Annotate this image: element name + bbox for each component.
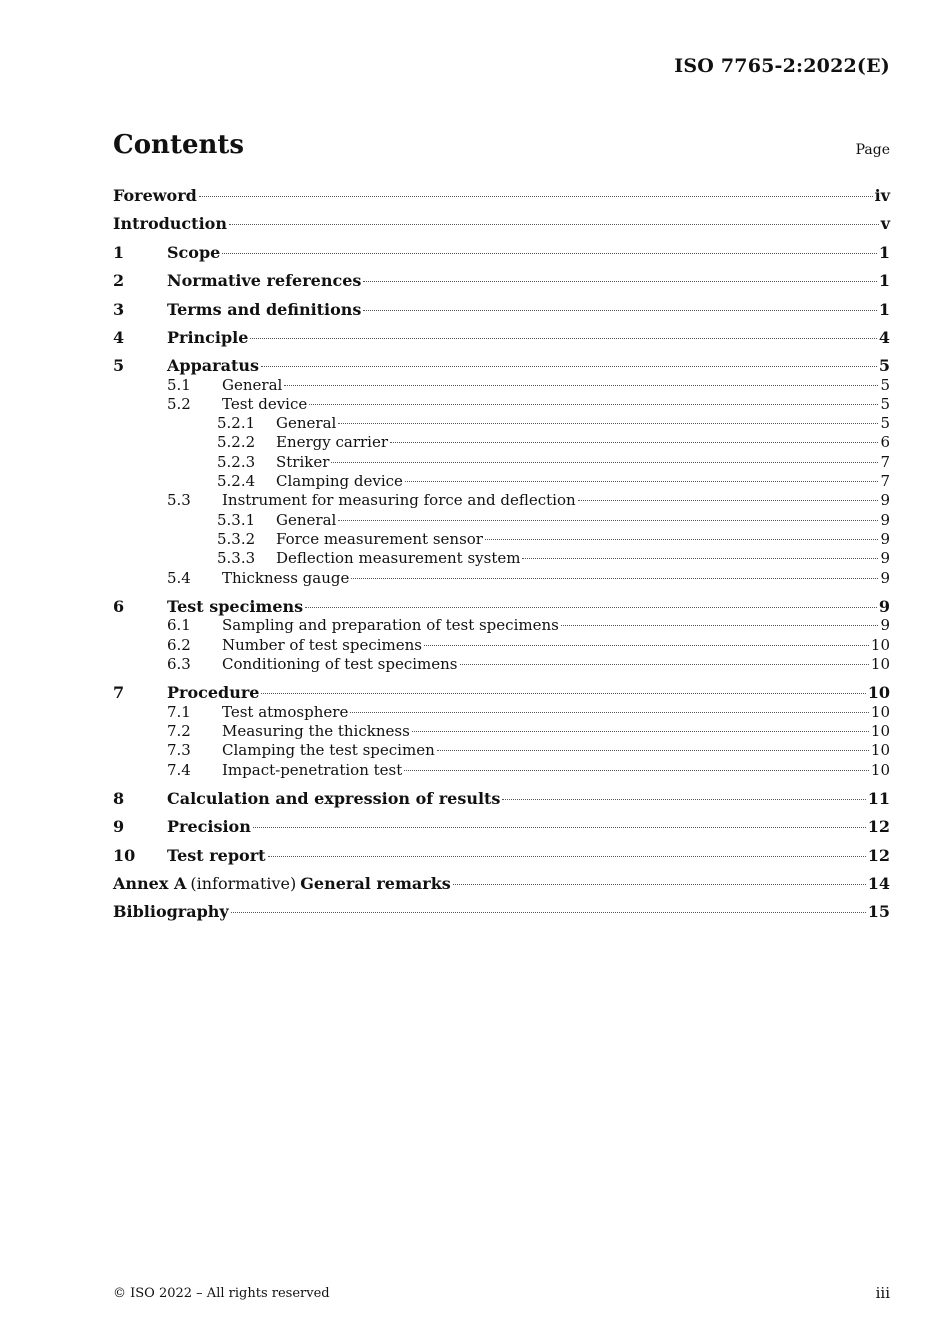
toc-entry-number: 7.2: [167, 722, 191, 740]
toc-entry-number: 1: [113, 243, 125, 262]
toc-entry-page: 6: [880, 433, 890, 451]
toc-entry-page: 7: [880, 453, 890, 471]
toc-entry-title: General: [276, 511, 337, 529]
toc-entry[interactable]: [113, 530, 890, 550]
dot-leader: [231, 911, 866, 913]
toc-entry-title: General: [276, 414, 337, 432]
toc-entry-number: 5.3.1: [217, 511, 256, 529]
toc-entry-title: Bibliography: [113, 902, 229, 921]
toc-entry-page: 10: [870, 761, 890, 779]
toc-entry-page: 7: [880, 472, 890, 490]
toc-entry[interactable]: [113, 186, 890, 206]
toc-entry-page: iv: [874, 186, 890, 205]
toc-entry-page: 9: [880, 549, 890, 567]
toc-entry-title: General: [222, 376, 283, 394]
toc-entry-page: 5: [880, 376, 890, 394]
toc-entry-page: 10: [870, 703, 890, 721]
toc-entry[interactable]: [113, 214, 890, 234]
dot-leader: [309, 403, 878, 405]
toc-entry-number: 7.4: [167, 761, 191, 779]
toc-entry-page: 1: [878, 300, 890, 319]
toc-entry[interactable]: [113, 636, 890, 656]
toc-entry[interactable]: [113, 271, 890, 291]
toc-entry[interactable]: [113, 683, 890, 703]
dot-leader: [261, 365, 877, 367]
toc-entry-title: Introduction: [113, 214, 227, 233]
toc-entry-number: 5.2.3: [217, 453, 256, 471]
toc-entry[interactable]: [113, 453, 890, 473]
toc-entry[interactable]: [113, 395, 890, 415]
toc-entry-title: Test specimens: [167, 597, 304, 616]
dot-leader: [338, 519, 878, 521]
dot-leader: [412, 730, 869, 732]
toc-entry-title: Deflection measurement system: [276, 549, 521, 567]
dot-leader: [331, 461, 878, 463]
toc-entry-page: 12: [867, 846, 890, 865]
toc-entry-title: Force measurement sensor: [276, 530, 483, 548]
toc-entry-number: 6: [113, 597, 125, 616]
dot-leader: [363, 309, 876, 311]
dot-leader: [363, 280, 876, 282]
toc-entry-number: 2: [113, 271, 125, 290]
toc-entry[interactable]: [113, 616, 890, 636]
toc-entry-number: 9: [113, 817, 125, 836]
toc-entry-number: 6.3: [167, 655, 191, 673]
toc-entry-page: 14: [867, 874, 890, 893]
toc-entry-title: Number of test specimens: [222, 636, 423, 654]
toc-entry[interactable]: [113, 761, 890, 781]
toc-entry-number: 5.3.2: [217, 530, 256, 548]
dot-leader: [437, 749, 869, 751]
toc-entry[interactable]: [113, 472, 890, 492]
toc-entry-title: General remarks: [300, 874, 451, 893]
toc-entry-number: 5.1: [167, 376, 191, 394]
toc-entry[interactable]: [113, 356, 890, 376]
toc-entry-title: Measuring the thickness: [222, 722, 410, 740]
toc-entry-page: 11: [867, 789, 890, 808]
toc-entry[interactable]: [113, 789, 890, 809]
toc-entry-annex-note: (informative): [190, 874, 297, 893]
toc-entry-page: 10: [870, 722, 890, 740]
toc-entry[interactable]: [113, 741, 890, 761]
toc-entry-number: 5.3.3: [217, 549, 256, 567]
dot-leader: [350, 711, 869, 713]
dot-leader: [424, 644, 869, 646]
toc-entry-title: Conditioning of test specimens: [222, 655, 458, 673]
toc-entry-page: 4: [878, 328, 890, 347]
dot-leader: [229, 223, 879, 225]
dot-leader: [502, 798, 865, 800]
dot-leader: [460, 663, 869, 665]
toc-entry-page: 10: [870, 636, 890, 654]
dot-leader: [453, 883, 866, 885]
footer-copyright: © ISO 2022 – All rights reserved: [113, 1286, 330, 1301]
toc-entry-title: Clamping device: [276, 472, 403, 490]
toc-entry[interactable]: [113, 722, 890, 742]
toc-entry[interactable]: [113, 549, 890, 569]
dot-leader: [485, 538, 878, 540]
toc-entry[interactable]: [113, 569, 890, 589]
toc-entry-number: 4: [113, 328, 125, 347]
toc-entry-number: 3: [113, 300, 125, 319]
toc-entry-page: 9: [878, 597, 890, 616]
toc-entry-page: 10: [870, 741, 890, 759]
toc-entry-page: 9: [880, 616, 890, 634]
toc-entry-title: Test atmosphere: [222, 703, 349, 721]
toc-entry-title: Sampling and preparation of test specimens: [222, 616, 559, 634]
toc-entry-page: 1: [878, 271, 890, 290]
toc-entry-page: 10: [870, 655, 890, 673]
toc-entry-number: 7: [113, 683, 125, 702]
toc-entry[interactable]: [113, 300, 890, 320]
toc-entry-number: 10: [113, 846, 136, 865]
dot-leader: [561, 624, 879, 626]
toc-entry-title: Scope: [167, 243, 221, 262]
toc-entry[interactable]: [113, 376, 890, 396]
toc-entry-page: 5: [880, 395, 890, 413]
dot-leader: [250, 337, 876, 339]
footer-page-number: iii: [875, 1284, 890, 1302]
toc-entry-number: 5.4: [167, 569, 191, 587]
toc-entry-title: Foreword: [113, 186, 197, 205]
dot-leader: [338, 422, 878, 424]
dot-leader: [222, 252, 877, 254]
toc-entry-page: 9: [880, 569, 890, 587]
toc-entry-annex-label: Annex A: [113, 874, 187, 893]
page-column-label: Page: [855, 142, 890, 158]
toc-entry-title: Test device: [222, 395, 308, 413]
toc-entry[interactable]: [113, 703, 890, 723]
toc-entry-page: 9: [880, 530, 890, 548]
dot-leader: [390, 441, 878, 443]
dot-leader: [284, 384, 878, 386]
dot-leader: [253, 826, 866, 828]
toc-entry-number: 5.2.4: [217, 472, 256, 490]
dot-leader: [522, 557, 878, 559]
toc-entry-number: 6.1: [167, 616, 191, 634]
toc-entry-title: Normative references: [167, 271, 362, 290]
dot-leader: [261, 692, 865, 694]
toc-entry-page: 9: [880, 491, 890, 509]
dot-leader: [268, 855, 866, 857]
toc-entry[interactable]: [113, 328, 890, 348]
toc-entry-page: 5: [878, 356, 890, 375]
dot-leader: [351, 577, 878, 579]
toc-entry-title: Calculation and expression of results: [167, 789, 501, 808]
toc-entry[interactable]: [113, 902, 890, 922]
toc-entry-page: 12: [867, 817, 890, 836]
toc-entry-page: 10: [867, 683, 890, 702]
toc-entry[interactable]: [113, 433, 890, 453]
toc-entry-title: Clamping the test specimen: [222, 741, 435, 759]
toc-entry-title: Impact-penetration test: [222, 761, 403, 779]
toc-entry-title: Striker: [276, 453, 330, 471]
toc-entry-number: 5.2.2: [217, 433, 256, 451]
dot-leader: [404, 769, 869, 771]
toc-entry[interactable]: [113, 414, 890, 434]
toc-entry-title: Precision: [167, 817, 251, 836]
toc-entry-number: 7.3: [167, 741, 191, 759]
toc-entry-title: Test report: [167, 846, 266, 865]
toc-entry[interactable]: [113, 491, 890, 511]
dot-leader: [578, 499, 879, 501]
toc-entry-number: 5.3: [167, 491, 191, 509]
dot-leader: [199, 195, 873, 197]
toc-entry-number: 5.2: [167, 395, 191, 413]
toc-entry[interactable]: [113, 874, 890, 894]
toc-entry-number: 8: [113, 789, 125, 808]
toc-entry[interactable]: [113, 655, 890, 675]
toc-entry[interactable]: [113, 597, 890, 617]
toc-entry[interactable]: [113, 846, 890, 866]
dot-leader: [405, 480, 879, 482]
toc-entry[interactable]: [113, 817, 890, 837]
toc-entry-number: 5: [113, 356, 125, 375]
toc-entry-number: 7.1: [167, 703, 191, 721]
toc-entry-page: v: [880, 214, 890, 233]
toc-entry[interactable]: [113, 511, 890, 531]
toc-entry-page: 15: [867, 902, 890, 921]
contents-heading: Contents: [113, 130, 245, 160]
toc-entry-page: 9: [880, 511, 890, 529]
toc-entry-page: 1: [878, 243, 890, 262]
toc-entry[interactable]: [113, 243, 890, 263]
toc-entry-number: 6.2: [167, 636, 191, 654]
toc-entry-title: Principle: [167, 328, 249, 347]
toc-entry-title: Energy carrier: [276, 433, 389, 451]
document-header-id: ISO 7765-2:2022(E): [674, 55, 890, 77]
toc-entry-page: 5: [880, 414, 890, 432]
toc-entry-title: Instrument for measuring force and deflection: [222, 491, 576, 509]
toc-entry-title: Thickness gauge: [222, 569, 350, 587]
toc-entry-title: Procedure: [167, 683, 260, 702]
toc-entry-title: Apparatus: [167, 356, 259, 375]
dot-leader: [305, 606, 877, 608]
toc-entry-number: 5.2.1: [217, 414, 256, 432]
toc-entry-title: Terms and definitions: [167, 300, 362, 319]
